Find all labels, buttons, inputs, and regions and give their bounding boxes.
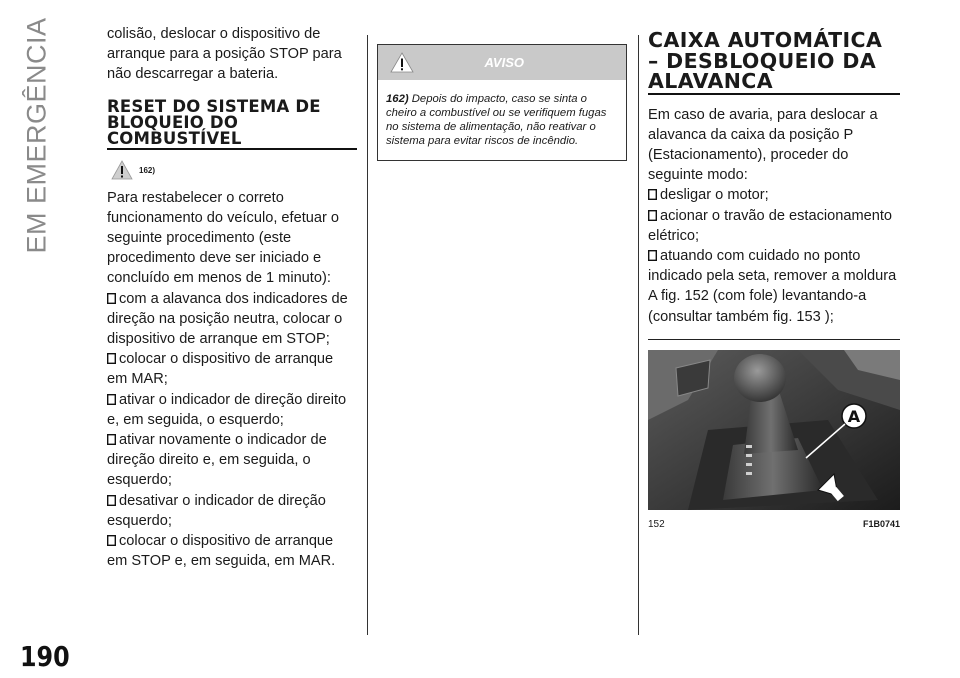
figure xyxy=(648,339,900,530)
warning-text: Depois do impacto, caso se sinta o cheiro a combustível ou se verifiquem fugas no sistema de alimentação, não reativar o sistema para evitar riscos de incêndio. xyxy=(386,93,607,147)
warning-box-body xyxy=(378,80,626,160)
intro-paragraph: colisão, deslocar o dispositivo de arranque para a posição STOP para não descarregar a bateria. xyxy=(107,26,342,83)
procedure-intro: Em caso de avaria, para deslocar a alavanca da caixa da posição P (Estacionamento), proceder do seguinte modo: xyxy=(648,106,878,184)
bullet-icon xyxy=(648,250,657,261)
column-divider xyxy=(367,35,368,635)
warning-number: 162) xyxy=(386,93,409,105)
list-item: desligar o motor; xyxy=(648,185,900,205)
warning-box-header xyxy=(378,45,626,80)
section-side-label xyxy=(12,16,62,254)
bullet-icon xyxy=(107,495,116,506)
page-number: 190 xyxy=(20,640,70,673)
figure-number: 152 xyxy=(648,518,665,530)
procedure-intro: Para restabelecer o correto funcionamento do veículo, efetuar o seguinte procedimento (este procedimento deve ser iniciado e concluído em menos de 1 minuto): xyxy=(107,189,340,287)
bullet-icon xyxy=(107,535,116,546)
figure-code: F1B0741 xyxy=(862,518,900,529)
gear-lever-photo xyxy=(648,350,900,510)
bullet-icon xyxy=(107,434,116,445)
bullet-icon xyxy=(648,189,657,200)
list-item: colocar o dispositivo de arranque em MAR; xyxy=(107,351,334,388)
bullet-icon xyxy=(107,293,116,304)
figure-callout: A xyxy=(847,406,861,426)
list-item: acionar o travão de estacionamento elétrico; xyxy=(648,207,893,244)
warning-triangle-icon xyxy=(390,52,414,73)
bullet-icon xyxy=(107,394,116,405)
list-item: atuando com cuidado no ponto indicado pela seta, remover a moldura A fig. 152 (com fole) levantando-a (consultar também fig. 153 ); xyxy=(648,247,897,325)
list-item: colocar o dispositivo de arranque em STOP e, em seguida, em MAR. xyxy=(107,533,336,570)
column-middle xyxy=(377,24,627,161)
bullet-icon xyxy=(648,210,657,221)
column-left xyxy=(107,24,357,571)
section-heading: CAIXA AUTOMÁTICA – DESBLOQUEIO DA ALAVANCA xyxy=(648,30,900,95)
warning-triangle-icon xyxy=(111,160,133,180)
warning-box-title: AVISO xyxy=(484,55,524,70)
column-divider xyxy=(638,35,639,635)
warning-reference xyxy=(111,160,357,182)
list-item: ativar o indicador de direção direito e, em seguida, o esquerdo; xyxy=(107,391,347,428)
list-item: ativar novamente o indicador de direção direito e, em seguida, o esquerdo; xyxy=(107,432,327,489)
figure-caption xyxy=(648,519,900,530)
procedure-steps xyxy=(107,289,357,572)
procedure-steps xyxy=(648,185,900,326)
column-right xyxy=(648,24,900,530)
reference-number: 162) xyxy=(139,165,156,175)
section-heading: RESET DO SISTEMA DE BLOQUEIO DO COMBUSTÍVEL xyxy=(107,99,357,150)
list-item: com a alavanca dos indicadores de direção na posição neutra, colocar o dispositivo de arranque em STOP; xyxy=(107,290,348,348)
bullet-icon xyxy=(107,353,116,364)
warning-box xyxy=(377,44,627,161)
list-item: desativar o indicador de direção esquerdo; xyxy=(107,492,326,529)
section-name: EM EMERGÊNCIA xyxy=(21,16,52,254)
